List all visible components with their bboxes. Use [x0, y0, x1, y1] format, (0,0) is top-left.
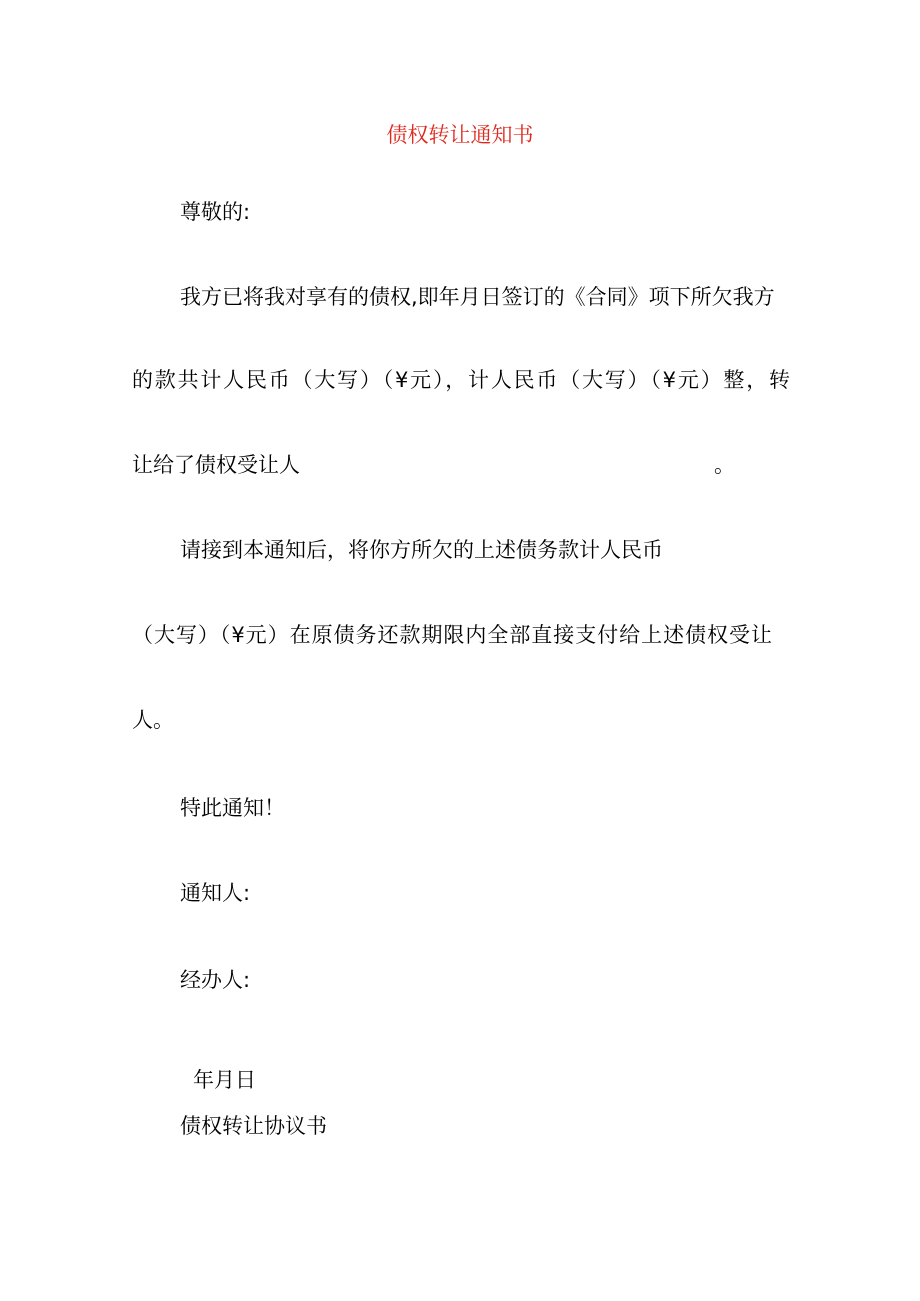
paragraph-2-line-1: 请接到本通知后，将你方所欠的上述债务款计人民币: [180, 538, 663, 562]
paragraph-1-line-1: 我方已将我对享有的债权,即年月日签订的《合同》项下所欠我方: [180, 285, 775, 309]
paragraph-2-line-2: （大写）（¥元）在原债务还款期限内全部直接支付给上述债权受让: [132, 623, 772, 647]
date-line: 年月日: [193, 1068, 256, 1092]
paragraph-1-line-3: 让给了债权受让人: [132, 453, 300, 477]
paragraph-2-line-3: 人。: [132, 708, 174, 732]
notice-text: 特此通知！: [180, 796, 285, 820]
next-section-heading: 债权转让协议书: [180, 1114, 327, 1138]
notifier-label: 通知人:: [180, 881, 251, 905]
salutation: 尊敬的:: [180, 200, 251, 224]
handler-label: 经办人:: [180, 968, 251, 992]
paragraph-1-period: 。: [714, 453, 735, 477]
paragraph-1-line-2: 的款共计人民币（大写）（¥元），计人民币（大写）（¥元）整，转: [132, 368, 790, 392]
document-title: 债权转让通知书: [386, 123, 534, 147]
